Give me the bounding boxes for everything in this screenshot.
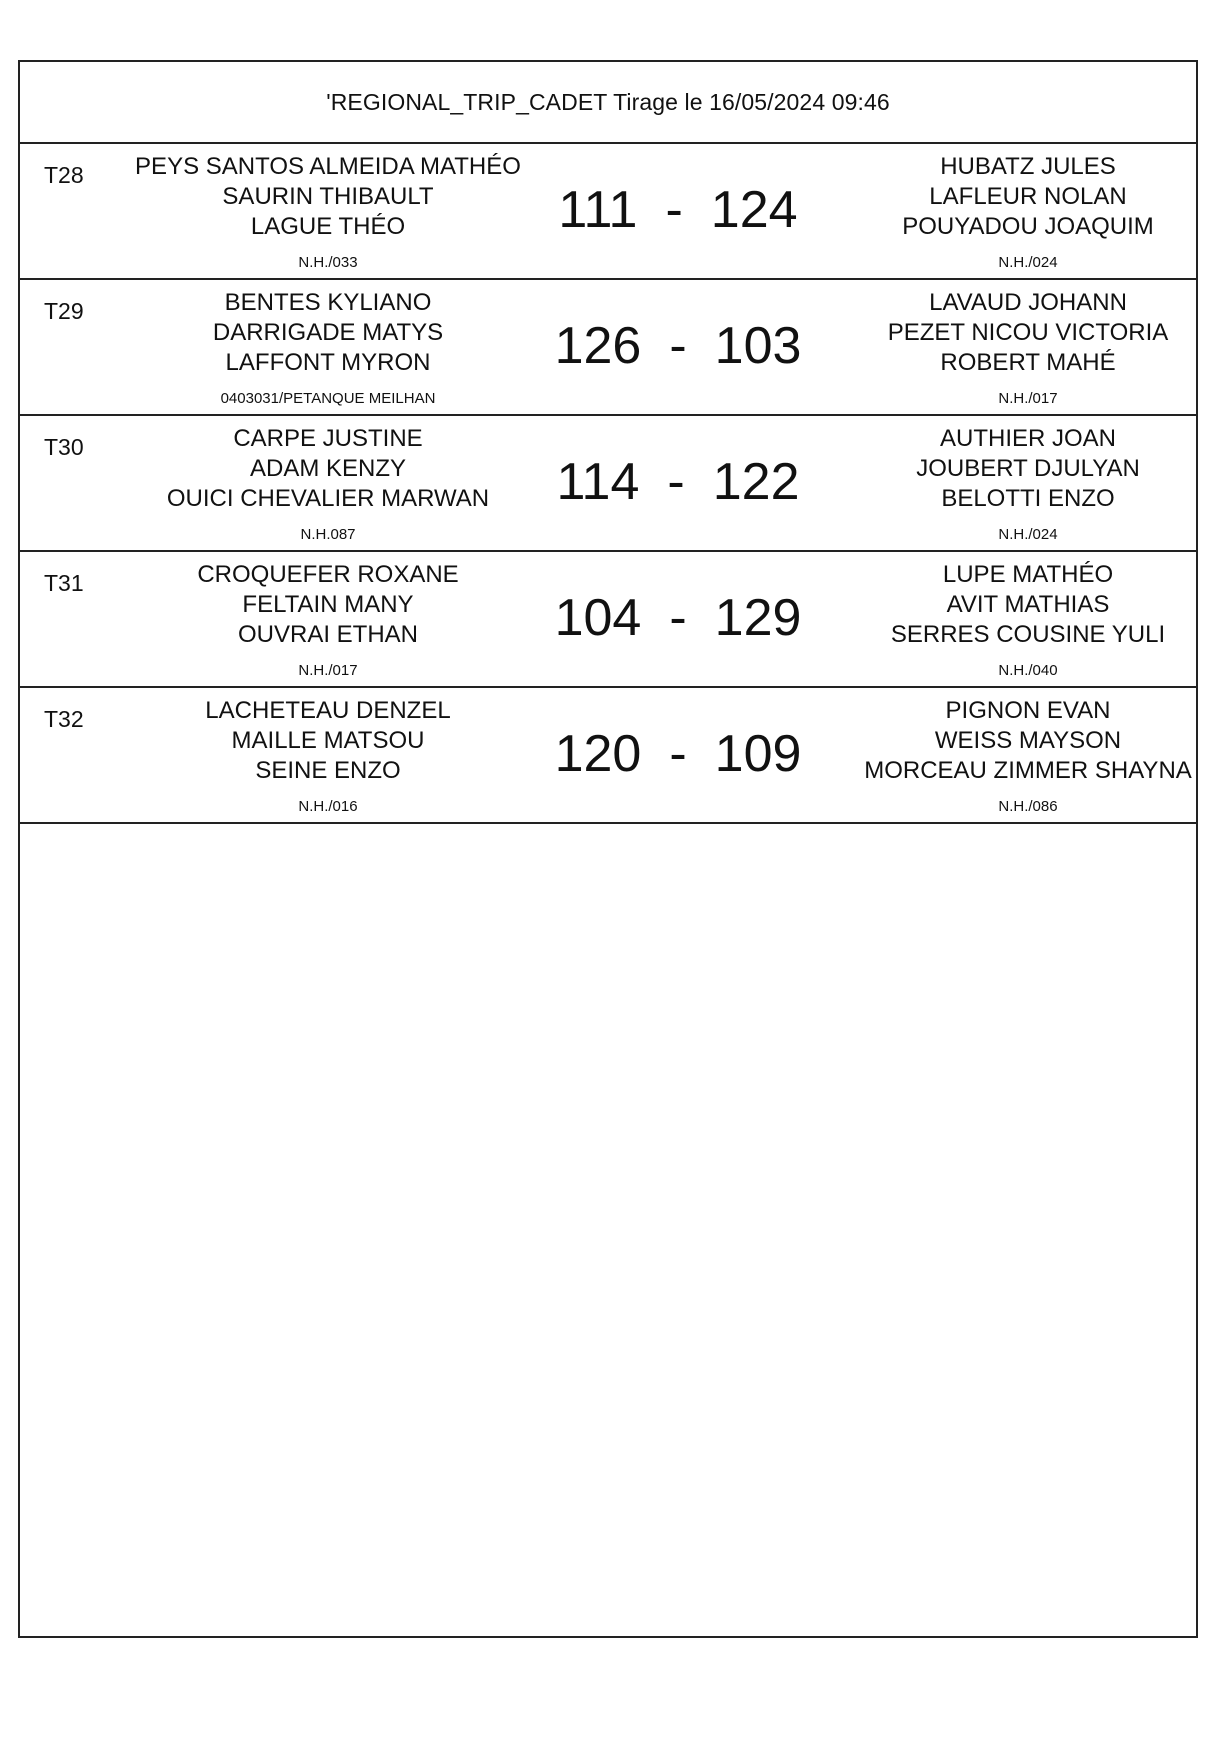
right-player: PEZET NICOU VICTORIA	[887, 319, 1169, 346]
right-player: WEISS MAYSON	[934, 727, 1122, 754]
right-player: BELOTTI ENZO	[941, 485, 1115, 512]
left-player: OUICI CHEVALIER MARWAN	[166, 485, 490, 512]
left-player: ADAM KENZY	[249, 455, 407, 482]
right-team	[818, 560, 1228, 650]
left-club: 0403031/PETANQUE MEILHAN	[220, 390, 436, 407]
match-score	[540, 316, 816, 376]
right-club: N.H./040	[998, 662, 1058, 679]
right-score: 129	[714, 589, 802, 647]
right-player: LAVAUD JOHANN	[929, 289, 1127, 316]
left-player: LACHETEAU DENZEL	[205, 697, 451, 724]
right-player: JOUBERT DJULYAN	[916, 455, 1140, 482]
left-player: MAILLE MATSOU	[231, 727, 425, 754]
sheet-title: 'REGIONAL_TRIP_CADET Tirage le 16/05/2024 09:46	[326, 88, 890, 115]
score-separator: -	[669, 317, 687, 375]
right-player: AUTHIER JOAN	[939, 425, 1116, 452]
right-player: MORCEAU ZIMMER SHAYNA	[864, 757, 1192, 784]
left-player: DARRIGADE MATYS	[212, 319, 444, 346]
match-number: T30	[44, 434, 84, 460]
left-player: CARPE JUSTINE	[233, 425, 423, 452]
left-score: 114	[556, 453, 640, 511]
left-club: N.H./017	[298, 662, 358, 679]
match-row	[20, 688, 1196, 824]
left-player: LAGUE THÉO	[250, 213, 406, 240]
match-score	[540, 724, 816, 784]
score-separator: -	[669, 589, 687, 647]
right-player: ROBERT MAHÉ	[940, 349, 1116, 376]
match-number: T31	[44, 570, 84, 596]
left-player: CROQUEFER ROXANE	[197, 561, 459, 588]
right-score: 122	[712, 453, 800, 511]
sheet-header	[20, 62, 1196, 144]
right-club: N.H./024	[998, 526, 1058, 543]
right-team	[818, 288, 1228, 378]
left-player: OUVRAI ETHAN	[237, 621, 419, 648]
match-row	[20, 552, 1196, 688]
match-row	[20, 144, 1196, 280]
match-number: T29	[44, 298, 84, 324]
right-player: HUBATZ JULES	[940, 153, 1116, 180]
left-score: 126	[554, 317, 642, 375]
right-team	[818, 424, 1228, 514]
match-number: T32	[44, 706, 84, 732]
right-score: 124	[710, 181, 798, 239]
right-player: POUYADOU JOAQUIM	[902, 213, 1154, 240]
right-player: AVIT MATHIAS	[946, 591, 1110, 618]
left-player: FELTAIN MANY	[242, 591, 414, 618]
right-score: 103	[714, 317, 802, 375]
left-club: N.H.087	[300, 526, 356, 543]
right-team	[818, 696, 1228, 786]
right-club: N.H./024	[998, 254, 1058, 271]
left-club: N.H./033	[298, 254, 358, 271]
right-club: N.H./017	[998, 390, 1058, 407]
draw-sheet	[18, 60, 1198, 1638]
left-score: 120	[554, 725, 642, 783]
right-player: SERRES COUSINE YULI	[890, 621, 1166, 648]
right-team	[818, 152, 1228, 242]
left-player: SAURIN THIBAULT	[222, 183, 434, 210]
right-player: LAFLEUR NOLAN	[929, 183, 1127, 210]
left-team	[116, 152, 540, 242]
match-score	[540, 452, 816, 512]
left-player: SEINE ENZO	[255, 757, 401, 784]
match-score	[540, 180, 816, 240]
match-row	[20, 416, 1196, 552]
left-club: N.H./016	[298, 798, 358, 815]
empty-area	[20, 824, 1196, 1628]
match-row	[20, 280, 1196, 416]
score-separator: -	[669, 725, 687, 783]
right-club: N.H./086	[998, 798, 1058, 815]
left-player: BENTES KYLIANO	[224, 289, 432, 316]
left-team	[116, 424, 540, 514]
left-team	[116, 696, 540, 786]
match-score	[540, 588, 816, 648]
score-separator: -	[667, 453, 685, 511]
left-score: 104	[554, 589, 642, 647]
left-player: LAFFONT MYRON	[225, 349, 431, 376]
left-score: 111	[558, 181, 638, 239]
score-separator: -	[665, 181, 683, 239]
left-team	[116, 560, 540, 650]
right-score: 109	[714, 725, 802, 783]
left-player: PEYS SANTOS ALMEIDA MATHÉO	[135, 153, 521, 180]
left-team	[116, 288, 540, 378]
right-player: LUPE MATHÉO	[942, 561, 1114, 588]
match-number: T28	[44, 162, 84, 188]
right-player: PIGNON EVAN	[945, 697, 1111, 724]
